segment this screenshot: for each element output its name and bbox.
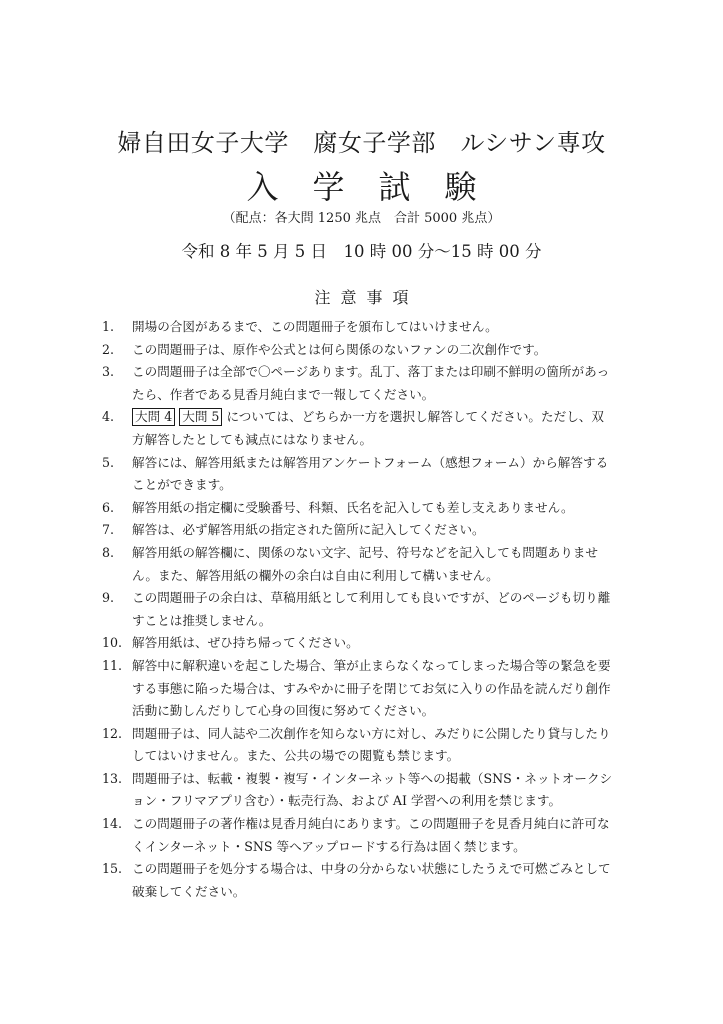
note-line: この問題冊子の著作権は見香月純白にあります。この問題冊子を見香月純白に許可な [132, 816, 610, 832]
note-item [102, 768, 622, 813]
note-number: 1. [102, 319, 115, 334]
note-line: 解答用紙の指定欄に受験番号、科類、氏名を記入しても差し支えありません。 [132, 499, 574, 515]
note-line: 解答用紙の解答欄に、関係のない文字、記号、符号などを記入しても問題ありませ [132, 544, 598, 560]
note-line: する事態に陥った場合は、すみやかに冊子を閉じてお気に入りの作品を読んだり創作 [132, 680, 611, 696]
points-note: （配点：各大問 1250 兆点 合計 5000 兆点） [222, 211, 501, 226]
note-text [132, 813, 622, 858]
note-item [102, 339, 622, 362]
note-line: ョン・フリマアプリ含む）・転売行為、および AI 学習への利用を禁じます。 [132, 793, 562, 809]
note-number: 14. [102, 816, 123, 832]
note-item [102, 655, 622, 723]
note-item [102, 497, 622, 520]
note-item [102, 406, 622, 451]
notes-list [102, 316, 622, 903]
note-item [102, 316, 622, 339]
note-line: してはいけません。また、公共の場での閲覧も禁じます。 [132, 748, 460, 764]
note-number: 7. [102, 522, 115, 538]
note-text [132, 497, 622, 520]
note-number: 2. [102, 341, 115, 357]
note-text [132, 339, 622, 362]
note-number: 15. [102, 861, 123, 877]
note-line-text: については、どちらか一方を選択し解答してください。ただし、双 [226, 409, 604, 425]
note-item [102, 723, 622, 768]
note-item [102, 519, 622, 542]
note-line: 問題冊子は、転載・複製・複写・インターネット等への掲載（SNS・ネットオークシ [132, 770, 613, 786]
note-item [102, 858, 622, 903]
exam-datetime: 令和 8 年 5 月 5 日 10 時 00 分〜15 時 00 分 [181, 242, 542, 261]
note-text [132, 655, 622, 723]
note-text [132, 361, 622, 406]
exam-title: 入学試験 [246, 168, 511, 206]
note-line: 解答は、必ず解答用紙の指定された箇所に記入してください。 [132, 522, 485, 538]
note-line: 活動に勤しんだりして心身の回復に努めてください。 [132, 703, 435, 719]
question-box: 大問 5 [179, 408, 222, 426]
note-line: 解答用紙は、ぜひ持ち帰ってください。 [132, 635, 359, 651]
note-text [132, 519, 622, 542]
note-number: 3. [102, 364, 115, 380]
note-text [132, 406, 622, 451]
note-text [132, 542, 622, 587]
note-line: この問題冊子を処分する場合は、中身の分からない状態にしたうえで可燃ごみとして [132, 861, 611, 877]
note-number: 11. [102, 657, 123, 673]
note-number: 4. [102, 409, 115, 425]
note-text [132, 316, 622, 339]
note-item [102, 542, 622, 587]
note-line: この問題冊子は、原作や公式とは何ら関係のないファンの二次創作です。 [132, 341, 547, 357]
note-number: 9. [102, 590, 115, 606]
note-number: 8. [102, 544, 115, 560]
note-item [102, 632, 622, 655]
note-line: 解答には、解答用紙または解答用アンケートフォーム（感想フォーム）から解答する [132, 454, 609, 470]
note-line: 方解答したとしても減点にはなりません。 [132, 431, 373, 447]
note-line: ん。また、解答用紙の欄外の余白は自由に利用して構いません。 [132, 567, 499, 583]
note-line: 解答中に解釈違いを起こした場合、筆が止まらなくなってしまった場合等の緊急を要 [132, 657, 611, 673]
note-line [132, 406, 622, 429]
note-line: くインターネット・SNS 等へアップロードする行為は固く禁じます。 [132, 838, 526, 854]
note-line: 問題冊子は、同人誌や二次創作を知らない方に対し、みだりに公開したり貸与したり [132, 725, 611, 741]
note-number: 13. [102, 770, 123, 786]
note-text [132, 858, 622, 903]
note-text [132, 632, 622, 655]
notes-heading: 注意事項 [314, 288, 419, 307]
note-number: 5. [102, 454, 115, 470]
note-item [102, 452, 622, 497]
page-title: 婦自田女子大学 腐女子学部 ルシサン専攻 [117, 129, 606, 157]
note-line: この問題冊子の余白は、草稿用紙として利用しても良いですが、どのページも切り離 [132, 590, 611, 606]
note-item [102, 361, 622, 406]
note-text [132, 587, 622, 632]
note-item [102, 813, 622, 858]
note-number: 6. [102, 499, 115, 515]
note-line: ことができます。 [132, 477, 232, 493]
note-line: 破棄してください。 [132, 883, 246, 899]
note-item [102, 587, 622, 632]
question-box: 大問 4 [132, 408, 175, 426]
note-number: 10. [102, 635, 123, 651]
note-text [132, 452, 622, 497]
note-text [132, 768, 622, 813]
note-line: 開場の合図があるまで、この問題冊子を頒布してはいけません。 [132, 319, 498, 334]
note-number: 12. [102, 725, 123, 741]
note-text [132, 723, 622, 768]
note-line: すことは推奨しません。 [132, 612, 272, 628]
note-line: この問題冊子は全部で〇ページあります。乱丁、落丁または印刷不鮮明の箇所があっ [132, 364, 610, 380]
note-line: たら、作者である見香月純白まで一報してください。 [132, 386, 435, 402]
